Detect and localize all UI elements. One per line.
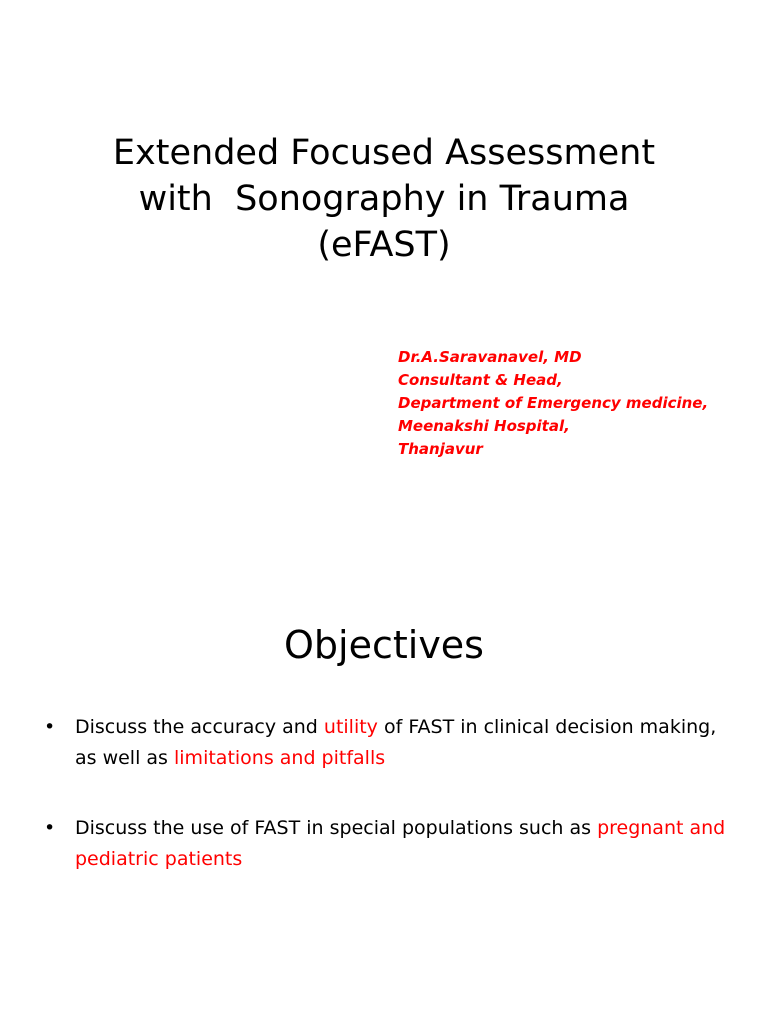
title-line: (eFAST) bbox=[317, 225, 451, 265]
title-line: Extended Focused Assessment bbox=[112, 133, 656, 173]
objective-text: of FAST in clinical decision making, as well as bbox=[75, 716, 717, 769]
objective-item bbox=[44, 813, 734, 875]
author-department: Department of Emergency medicine, bbox=[398, 394, 709, 412]
presentation-title bbox=[0, 130, 768, 268]
objectives-slide bbox=[0, 560, 768, 1024]
author-position: Consultant & Head, bbox=[398, 371, 563, 389]
title-line: with Sonography in Trauma bbox=[138, 179, 630, 219]
author-hospital: Meenakshi Hospital, bbox=[398, 417, 570, 435]
author-info bbox=[398, 346, 708, 461]
objectives-heading: Objectives bbox=[284, 623, 484, 667]
objective-text: Discuss the use of FAST in special populations such as bbox=[75, 817, 598, 839]
objective-highlight: utility bbox=[323, 716, 378, 738]
objective-item bbox=[44, 712, 734, 774]
bullet-point: • bbox=[44, 716, 56, 738]
objective-highlight: limitations and pitfalls bbox=[174, 747, 386, 769]
objectives-list bbox=[44, 712, 734, 914]
objective-text: Discuss the accuracy and bbox=[75, 716, 324, 738]
author-city: Thanjavur bbox=[398, 440, 483, 458]
author-name: Dr.A.Saravanavel, MD bbox=[398, 348, 582, 366]
objective-highlight: pregnant and pediatric patients bbox=[75, 817, 726, 870]
bullet-point: • bbox=[44, 817, 56, 839]
